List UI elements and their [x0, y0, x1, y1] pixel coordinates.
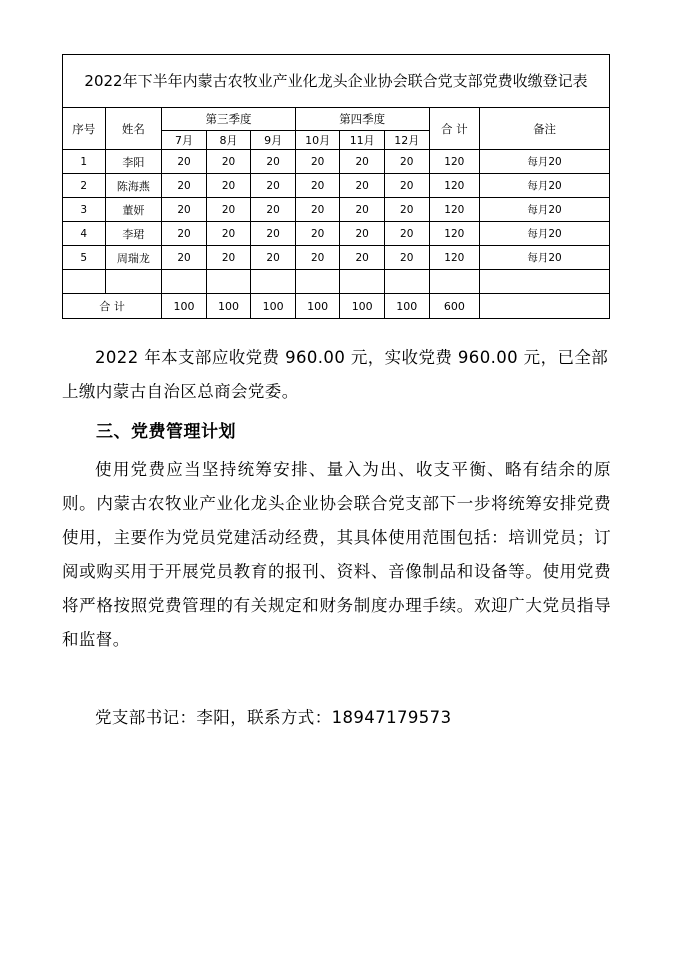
cell-empty: [206, 270, 251, 294]
cell-month-12: 20: [384, 150, 429, 174]
table-row: [63, 222, 610, 246]
table-row: [63, 246, 610, 270]
cell-month-8: 20: [206, 150, 251, 174]
cell-empty: [63, 270, 106, 294]
cell-month-7: 20: [162, 174, 207, 198]
cell-month-11: 20: [340, 150, 385, 174]
cell-total: 120: [429, 198, 480, 222]
cell-month-11: 20: [340, 222, 385, 246]
cell-name: 李珺: [105, 222, 162, 246]
header-name: 姓名: [105, 108, 162, 150]
table-total-row: [63, 294, 610, 319]
table-row: [63, 174, 610, 198]
table-row: [63, 150, 610, 174]
table-row-empty: [63, 270, 610, 294]
cell-name: 陈海燕: [105, 174, 162, 198]
fee-table-container: [62, 54, 611, 319]
table-row: [63, 198, 610, 222]
cell-total: 120: [429, 246, 480, 270]
header-index: 序号: [63, 108, 106, 150]
table-header-row-top: [63, 108, 610, 131]
cell-month-9: 20: [251, 222, 296, 246]
table-title-row: [63, 55, 610, 108]
cell-empty: [384, 270, 429, 294]
party-fee-table: [62, 54, 610, 319]
header-month-7: 7月: [162, 131, 207, 150]
cell-month-7: 20: [162, 198, 207, 222]
cell-month-10: 20: [295, 150, 340, 174]
cell-month-7: 20: [162, 222, 207, 246]
cell-total: 120: [429, 174, 480, 198]
cell-note: 每月20: [480, 198, 610, 222]
cell-note: 每月20: [480, 246, 610, 270]
cell-month-12: 20: [384, 246, 429, 270]
header-q3: 第三季度: [162, 108, 296, 131]
cell-month-8: 20: [206, 174, 251, 198]
total-month-7: 100: [162, 294, 207, 319]
cell-name: 董妍: [105, 198, 162, 222]
cell-month-12: 20: [384, 222, 429, 246]
cell-empty: [340, 270, 385, 294]
header-total: 合 计: [429, 108, 480, 150]
cell-empty: [162, 270, 207, 294]
cell-month-9: 20: [251, 150, 296, 174]
header-month-10: 10月: [295, 131, 340, 150]
cell-month-7: 20: [162, 246, 207, 270]
header-note: 备注: [480, 108, 610, 150]
cell-index: 1: [63, 150, 106, 174]
cell-name: 李阳: [105, 150, 162, 174]
cell-note: 每月20: [480, 222, 610, 246]
cell-month-11: 20: [340, 174, 385, 198]
cell-total: 120: [429, 222, 480, 246]
cell-month-8: 20: [206, 222, 251, 246]
cell-month-10: 20: [295, 222, 340, 246]
total-month-8: 100: [206, 294, 251, 319]
total-note: [480, 294, 610, 319]
table-title: 2022年下半年内蒙古农牧业产业化龙头企业协会联合党支部党费收缴登记表: [63, 55, 610, 108]
total-sum: 600: [429, 294, 480, 319]
cell-note: 每月20: [480, 150, 610, 174]
total-label: 合 计: [63, 294, 162, 319]
cell-empty: [480, 270, 610, 294]
header-month-11: 11月: [340, 131, 385, 150]
cell-month-7: 20: [162, 150, 207, 174]
total-month-12: 100: [384, 294, 429, 319]
total-month-9: 100: [251, 294, 296, 319]
total-month-11: 100: [340, 294, 385, 319]
cell-month-10: 20: [295, 246, 340, 270]
cell-index: 4: [63, 222, 106, 246]
cell-month-8: 20: [206, 198, 251, 222]
cell-index: 5: [63, 246, 106, 270]
header-month-8: 8月: [206, 131, 251, 150]
cell-empty: [105, 270, 162, 294]
header-month-9: 9月: [251, 131, 296, 150]
cell-month-11: 20: [340, 246, 385, 270]
header-month-12: 12月: [384, 131, 429, 150]
cell-name: 周瑞龙: [105, 246, 162, 270]
cell-index: 3: [63, 198, 106, 222]
cell-index: 2: [63, 174, 106, 198]
cell-note: 每月20: [480, 174, 610, 198]
cell-month-10: 20: [295, 174, 340, 198]
cell-month-9: 20: [251, 174, 296, 198]
signoff-line: 党支部书记：李阳，联系方式：18947179573: [95, 708, 452, 727]
cell-empty: [251, 270, 296, 294]
cell-month-9: 20: [251, 246, 296, 270]
cell-month-8: 20: [206, 246, 251, 270]
cell-month-10: 20: [295, 198, 340, 222]
header-q4: 第四季度: [295, 108, 429, 131]
cell-total: 120: [429, 150, 480, 174]
section-heading: 三、党费管理计划: [96, 422, 236, 442]
cell-empty: [295, 270, 340, 294]
paragraph-plan: 使用党费应当坚持统筹安排、量入为出、收支平衡、略有结余的原则。内蒙古农牧业产业化龙头企业协会联合党支部下一步将统筹安排党费使用，主要作为党员党建活动经费，其具体使用范围包括：培训党员；订阅或购买用于开展党员教育的报刊、资料、音像制品和设备等。使用党费将严格按照党费管理的有关规定和财务制度办理手续。欢迎广大党员指导和监督。: [62, 460, 611, 649]
cell-month-12: 20: [384, 198, 429, 222]
cell-month-9: 20: [251, 198, 296, 222]
cell-empty: [429, 270, 480, 294]
paragraph-summary: 2022 年本支部应收党费 960.00 元，实收党费 960.00 元，已全部上缴内蒙古自治区总商会党委。: [62, 348, 609, 401]
cell-month-11: 20: [340, 198, 385, 222]
total-month-10: 100: [295, 294, 340, 319]
cell-month-12: 20: [384, 174, 429, 198]
